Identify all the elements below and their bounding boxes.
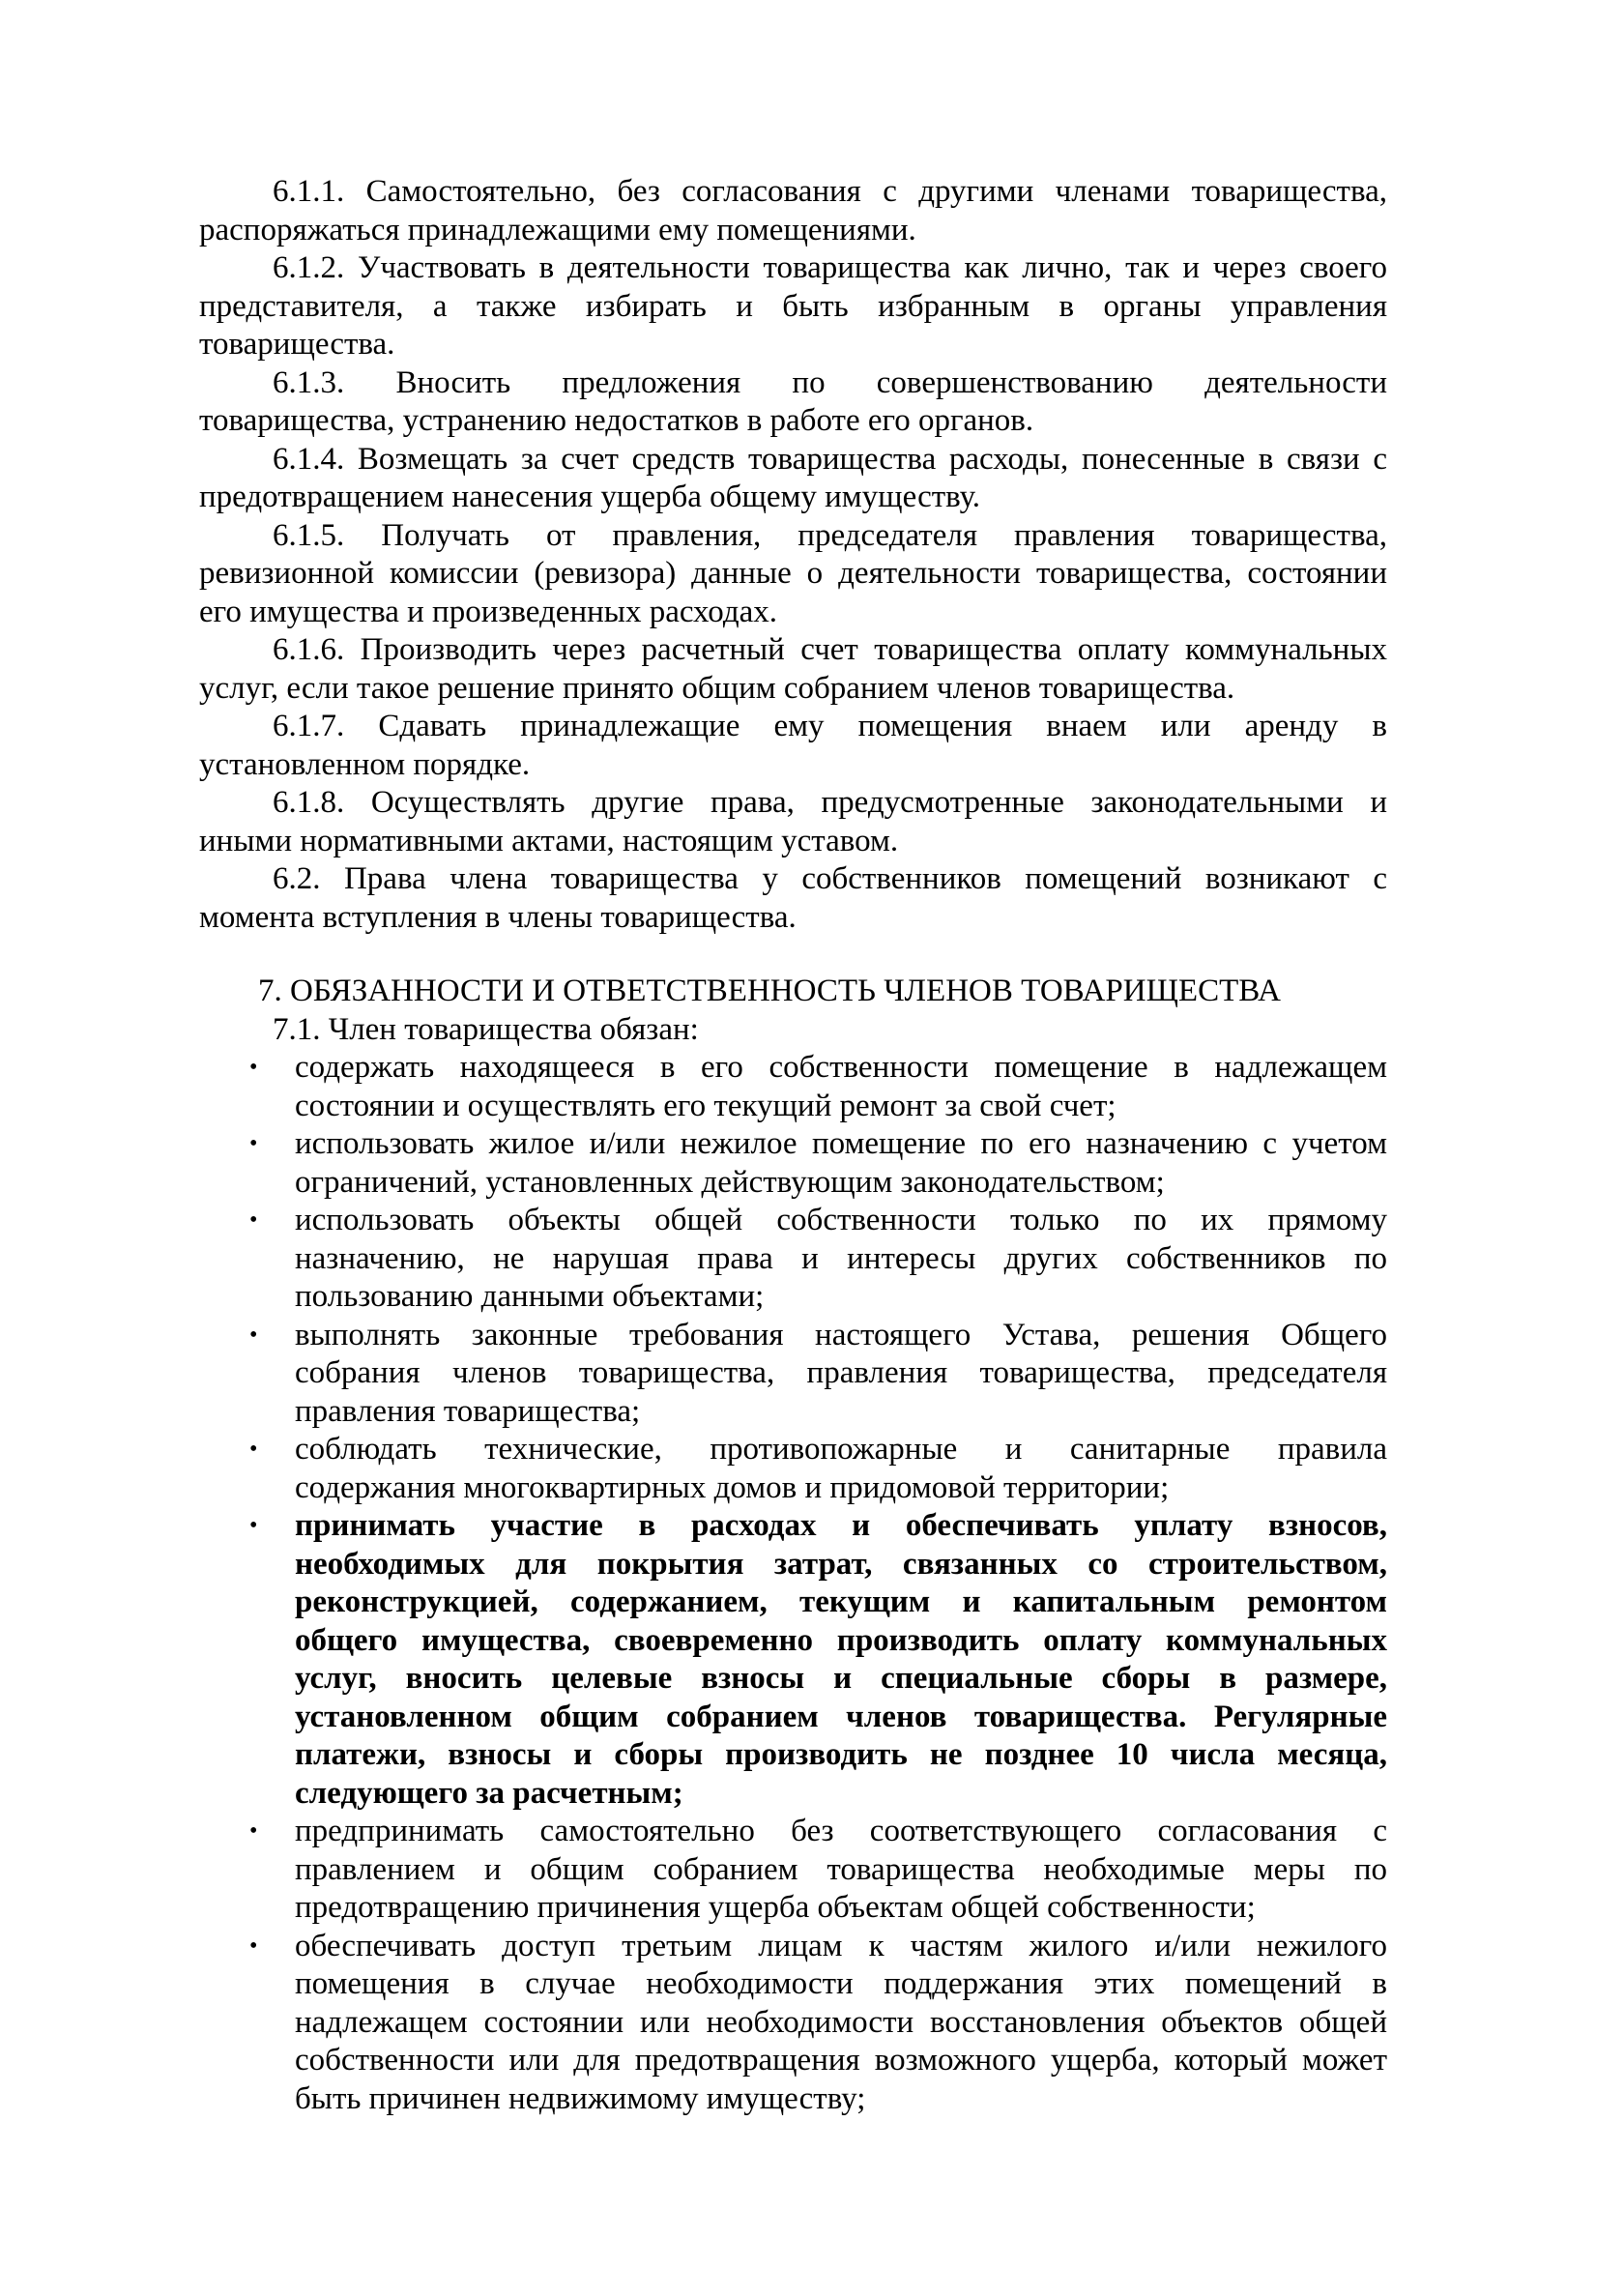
text-line: правления товарищества; <box>295 1393 641 1429</box>
text-line: предпринимать самостоятельно без соответствующего согласования с <box>295 1814 1387 1848</box>
text-line: 6.1.1. Самостоятельно, без согласования с другими членами товарищества, <box>273 174 1387 209</box>
text-line: содержания многоквартирных домов и придомовой территории; <box>295 1469 1170 1505</box>
paragraph <box>199 249 1387 364</box>
text-line: 6.2. Права члена товарищества у собственников помещений возникают с <box>273 861 1387 896</box>
text-line: соблюдать технические, противопожарные и санитарные правила <box>295 1432 1387 1467</box>
text-line: установленном общим собранием членов товарищества. Регулярные <box>295 1699 1387 1734</box>
bullet-icon: • <box>249 1055 258 1080</box>
bullet-icon: • <box>249 1933 258 1959</box>
text-line: назначению, не нарушая права и интересы других собственников по <box>295 1240 1387 1276</box>
text-line: собственности или для предотвращения возможного ущерба, который может <box>295 2043 1387 2078</box>
section-6-rights <box>199 173 1387 937</box>
section-intro: 7.1. Член товарищества обязан: <box>273 1011 699 1047</box>
obligations-list <box>199 1049 1387 2118</box>
text-line: предотвращению причинения ущерба объектам общей собственности; <box>295 1890 1256 1925</box>
text-line: общего имущества, своевременно производить оплату коммунальных <box>295 1622 1387 1658</box>
text-line: 6.1.5. Получать от правления, председателя правления товарищества, <box>273 517 1387 553</box>
text-line: следующего за расчетным; <box>295 1775 683 1811</box>
bullet-icon: • <box>249 1437 258 1462</box>
text-line: предотвращением нанесения ущерба общему имуществу. <box>199 480 981 514</box>
text-line: момента вступления в члены товарищества. <box>199 899 797 935</box>
text-line: иными нормативными актами, настоящим уставом. <box>199 823 899 858</box>
text-line: использовать жилое и/или нежилое помещение по его назначению с учетом <box>295 1126 1387 1161</box>
text-line: представителя, а также избирать и быть избранным в органы управления <box>199 288 1387 324</box>
text-line: необходимых для покрытия затрат, связанных со строительством, <box>295 1546 1387 1582</box>
list-item <box>199 1049 1387 1125</box>
list-item <box>199 1317 1387 1432</box>
text-line: его имущества и произведенных расходах. <box>199 594 778 629</box>
bullet-icon: • <box>249 1322 258 1348</box>
bullet-icon: • <box>249 1513 258 1538</box>
document-page <box>199 173 1387 2118</box>
text-line: 6.1.4. Возмещать за счет средств товарищества расходы, понесенные в связи с <box>273 441 1387 477</box>
list-item <box>199 1813 1387 1928</box>
text-line: установленном порядке. <box>199 746 531 782</box>
text-line: помещения в случае необходимости поддержания этих помещений в <box>295 1966 1387 2001</box>
text-line: обеспечивать доступ третьим лицам к частям жилого и/или нежилого <box>295 1928 1387 1963</box>
paragraph <box>199 784 1387 860</box>
section-heading: 7. ОБЯЗАННОСТИ И ОТВЕТСТВЕННОСТЬ ЧЛЕНОВ ТОВАРИЩЕСТВА <box>258 974 1281 1008</box>
text-line: ревизионной комиссии (ревизора) данные о деятельности товарищества, состоянии <box>199 556 1387 591</box>
text-line: собрания членов товарищества, правления товарищества, председателя <box>295 1355 1387 1390</box>
text-line: выполнять законные требования настоящего Устава, решения Общего <box>295 1317 1387 1352</box>
list-item <box>199 1125 1387 1202</box>
text-line: надлежащем состоянии или необходимости восстановления объектов общей <box>295 2004 1387 2040</box>
text-line: реконструкцией, содержанием, текущим и капитальным ремонтом <box>295 1584 1387 1619</box>
text-line: 6.1.6. Производить через расчетный счет товарищества оплату коммунальных <box>273 632 1387 667</box>
text-line: платежи, взносы и сборы производить не позднее 10 числа месяца, <box>295 1737 1387 1772</box>
text-line: содержать находящееся в его собственности помещение в надлежащем <box>295 1050 1387 1085</box>
bullet-icon: • <box>249 1131 258 1156</box>
bullet-icon: • <box>249 1818 258 1844</box>
text-line: принимать участие в расходах и обеспечивать уплату взносов, <box>295 1508 1387 1543</box>
list-item <box>199 1431 1387 1507</box>
text-line: товарищества. <box>199 327 395 362</box>
text-line: 6.1.2. Участвовать в деятельности товарищества как лично, так и через своего <box>273 250 1387 285</box>
text-line: состоянии и осуществлять его текущий ремонт за свой счет; <box>295 1088 1116 1123</box>
list-item <box>199 1202 1387 1317</box>
paragraph <box>199 517 1387 632</box>
paragraph <box>199 173 1387 249</box>
paragraph <box>199 441 1387 517</box>
text-line: 6.1.8. Осуществлять другие права, предусмотренные законодательными и <box>273 785 1387 820</box>
text-line: ограничений, установленных действующим законодательством; <box>295 1164 1165 1200</box>
text-line: товарищества, устранению недостатков в работе его органов. <box>199 403 1034 438</box>
text-line: услуг, вносить целевые взносы и специальные сборы в размере, <box>295 1661 1387 1696</box>
paragraph <box>199 860 1387 937</box>
list-item <box>199 1928 1387 2119</box>
text-line: распоряжаться принадлежащими ему помещениями. <box>199 212 916 247</box>
text-line: использовать объекты общей собственности только по их прямому <box>295 1203 1387 1237</box>
list-item <box>199 1507 1387 1813</box>
paragraph <box>199 631 1387 708</box>
text-line: услуг, если такое решение принято общим собранием членов товарищества. <box>199 670 1235 706</box>
text-line: 6.1.7. Сдавать принадлежащие ему помещения внаем или аренду в <box>273 709 1387 743</box>
text-line: пользованию данными объектами; <box>295 1279 765 1314</box>
bullet-icon: • <box>249 1207 258 1233</box>
paragraph <box>199 708 1387 784</box>
text-line: правлением и общим собранием товарищества необходимые меры по <box>295 1851 1387 1887</box>
text-line: быть причинен недвижимому имуществу; <box>295 2080 866 2116</box>
paragraph <box>199 364 1387 441</box>
text-line: 6.1.3. Вносить предложения по совершенствованию деятельности <box>273 364 1387 400</box>
